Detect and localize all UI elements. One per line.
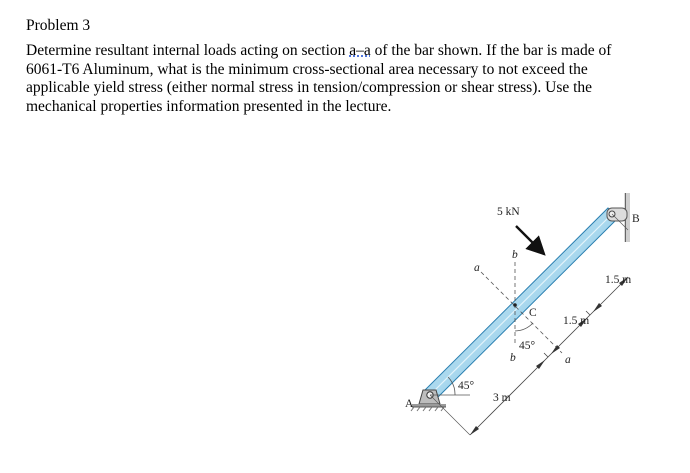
load-arrow (516, 226, 544, 254)
point-c-marker (513, 303, 517, 307)
statement-line-1-pre: Determine resultant internal loads acting on section (26, 42, 350, 59)
dim-middle-label: 1.5 m (563, 315, 590, 327)
section-a-bottom-label: a (565, 354, 571, 366)
statement-line-4: mechanical properties information presented in the lecture. (26, 97, 392, 115)
diagonal-bar (423, 208, 618, 402)
base-angle-label: 45° (458, 380, 475, 392)
dimension-line (430, 214, 628, 435)
section-label: a–a (349, 42, 371, 59)
section-b-top-label: b (512, 249, 518, 261)
point-a-label: A (405, 398, 414, 410)
dim-lower-label: 3 m (493, 392, 511, 404)
statement-line-2: 6061-T6 Aluminum, what is the minimum cross-sectional area necessary to not exceed the (26, 60, 588, 78)
dim-upper-label: 1.5 m (605, 274, 632, 286)
point-c-label: C (529, 307, 537, 319)
section-b-bottom-label: b (510, 352, 516, 364)
statement-line-3: applicable yield stress (either normal stress in tension/compression or shear stress). Use the (26, 79, 593, 96)
load-label: 5 kN (497, 206, 520, 218)
problem-title: Problem 3 (26, 17, 91, 34)
section-a-top-label: a (474, 262, 480, 274)
section-angle-marker (515, 323, 533, 331)
section-angle-label: 45° (519, 340, 536, 352)
point-b-label: B (632, 213, 640, 225)
statement-line-1-post: of the bar shown. If the bar is made of (370, 42, 612, 59)
